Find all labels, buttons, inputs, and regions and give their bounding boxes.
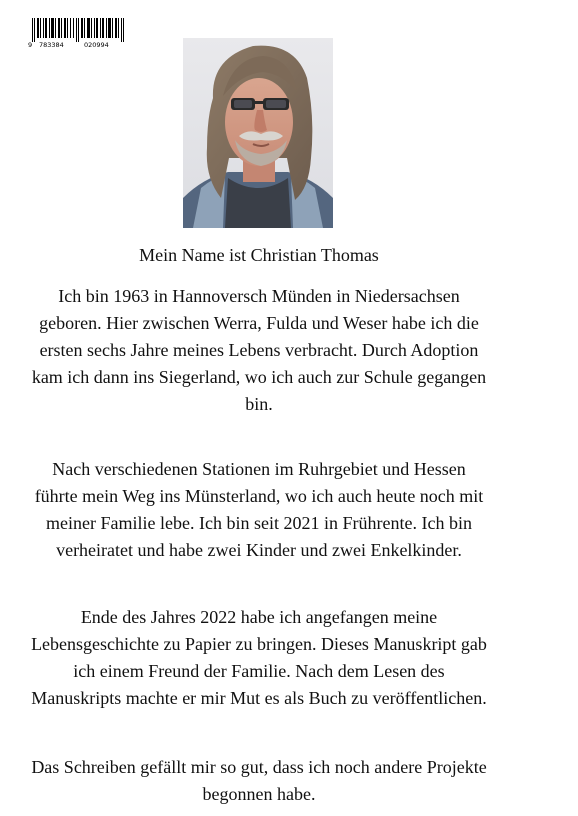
- bio-paragraph-manuscript: Ende des Jahres 2022 habe ich angefangen meine Lebensgeschichte zu Papier zu bringen. Dieses Manuskript gab ich einem Freund der Familie. Nach dem Lesen des Manuskripts machte er mir Mut es als Buch zu veröffentlichen.: [31, 607, 487, 708]
- isbn-barcode: [28, 18, 128, 52]
- barcode-digit-first: 9: [28, 41, 33, 49]
- author-portrait-photo: [183, 38, 333, 228]
- barcode-bars: [28, 18, 128, 42]
- bio-paragraph-origin: Ich bin 1963 in Hannoversch Münden in Niedersachsen geboren. Hier zwischen Werra, Fulda und Weser habe ich die ersten sechs Jahre meines Lebens verbracht. Durch Adoption kam ich dann ins Siegerland, wo ich auch zur Schule gegangen bin.: [31, 286, 487, 414]
- bio-paragraph-projects: Das Schreiben gefällt mir so gut, dass ich noch andere Projekte begonnen habe.: [31, 757, 487, 804]
- barcode-digits-right: 020994: [84, 41, 109, 49]
- barcode-digits-left: 783384: [39, 41, 64, 49]
- portrait-photo-icon: [183, 38, 333, 228]
- bio-paragraph-residence: Nach verschiedenen Stationen im Ruhrgebiet und Hessen führte mein Weg ins Münsterland, wo ich auch heute noch mit meiner Familie lebe. Ich bin seit 2021 in Frührente. Ich bin verheiratet und habe zwei Kinder und zwei Enkelkinder.: [34, 459, 484, 560]
- author-name-heading: Mein Name ist Christian Thomas: [139, 245, 379, 265]
